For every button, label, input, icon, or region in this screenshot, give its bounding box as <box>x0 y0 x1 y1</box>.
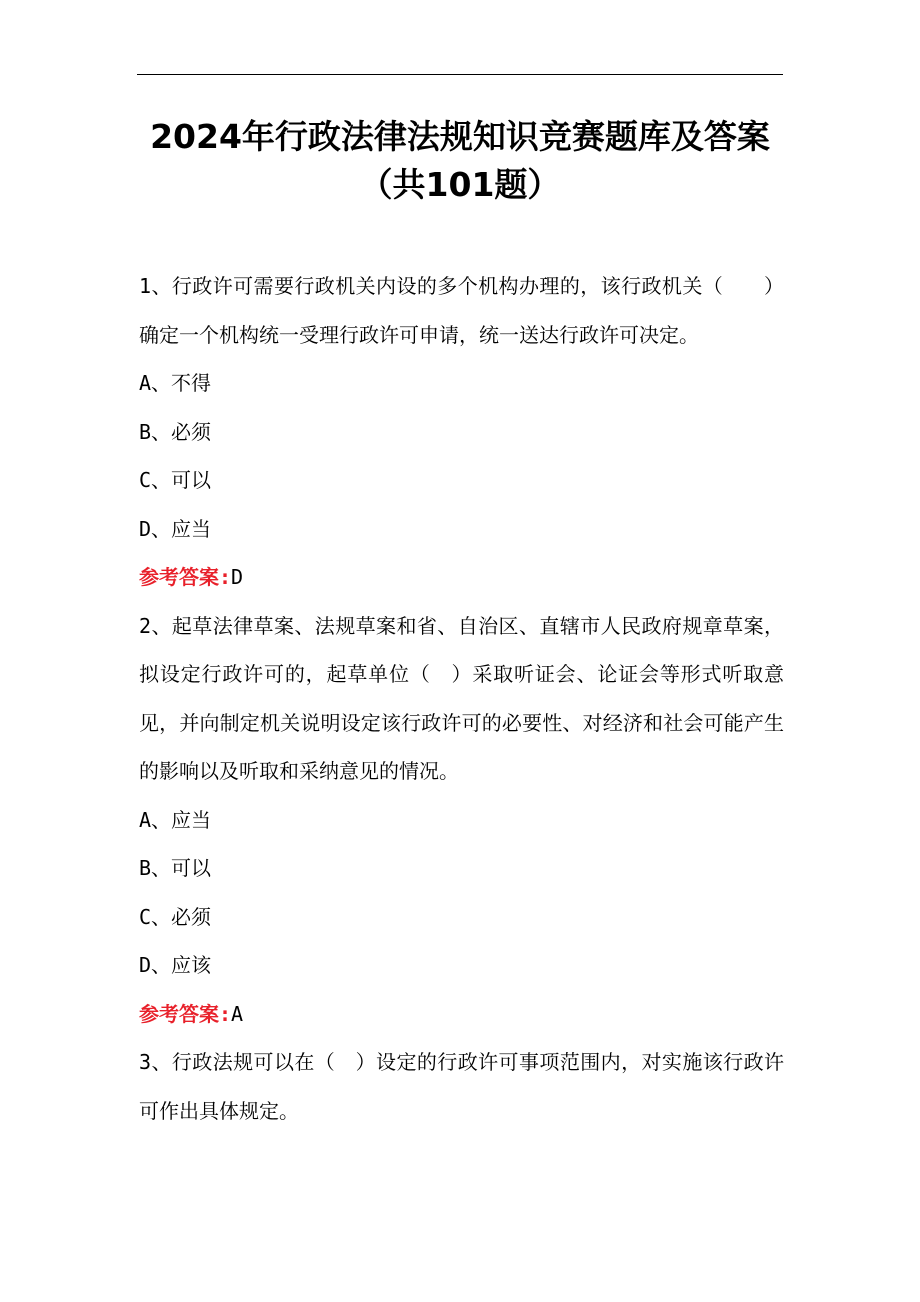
question-3 <box>139 1038 784 1135</box>
question-stem: 3、行政法规可以在（ ）设定的行政许可事项范围内，对实施该行政许可作出具体规定。 <box>139 1050 784 1123</box>
question-list <box>139 262 784 1135</box>
option-b: B、必须 <box>139 419 212 444</box>
question-stem: 1、行政许可需要行政机关内设的多个机构办理的，该行政机关（ ）确定一个机构统一受理行政许可申请，统一送达行政许可决定。 <box>139 274 784 347</box>
option-b: B、可以 <box>139 856 212 880</box>
question-stem: 2、起草法律草案、法规草案和省、自治区、直辖市人民政府规章草案，拟设定行政许可的，起草单位（ ）采取听证会、论证会等形式听取意见，并向制定机关说明设定该行政许可的必要性、对经济和社会可能产生的影响以及听取和采纳意见的情况。 <box>139 613 784 783</box>
option-a: A、不得 <box>139 371 212 395</box>
question-1 <box>139 262 784 602</box>
document-subtitle: （共101题） <box>359 165 561 204</box>
answer-value: D <box>231 565 244 589</box>
option-a: A、应当 <box>139 807 212 832</box>
answer-value: A <box>231 1001 244 1026</box>
answer-line <box>139 553 784 602</box>
answer-label: 参考答案: <box>139 565 232 589</box>
question-2 <box>139 602 784 1039</box>
option-d: D、应当 <box>139 516 212 541</box>
answer-label: 参考答案: <box>139 1001 232 1026</box>
document-title: 2024年行政法律法规知识竞赛题库及答案 <box>150 117 770 156</box>
header-rule <box>137 74 783 75</box>
option-d: D、应该 <box>139 953 212 977</box>
option-c: C、可以 <box>139 468 212 492</box>
option-c: C、必须 <box>139 904 212 929</box>
answer-line <box>139 990 784 1039</box>
